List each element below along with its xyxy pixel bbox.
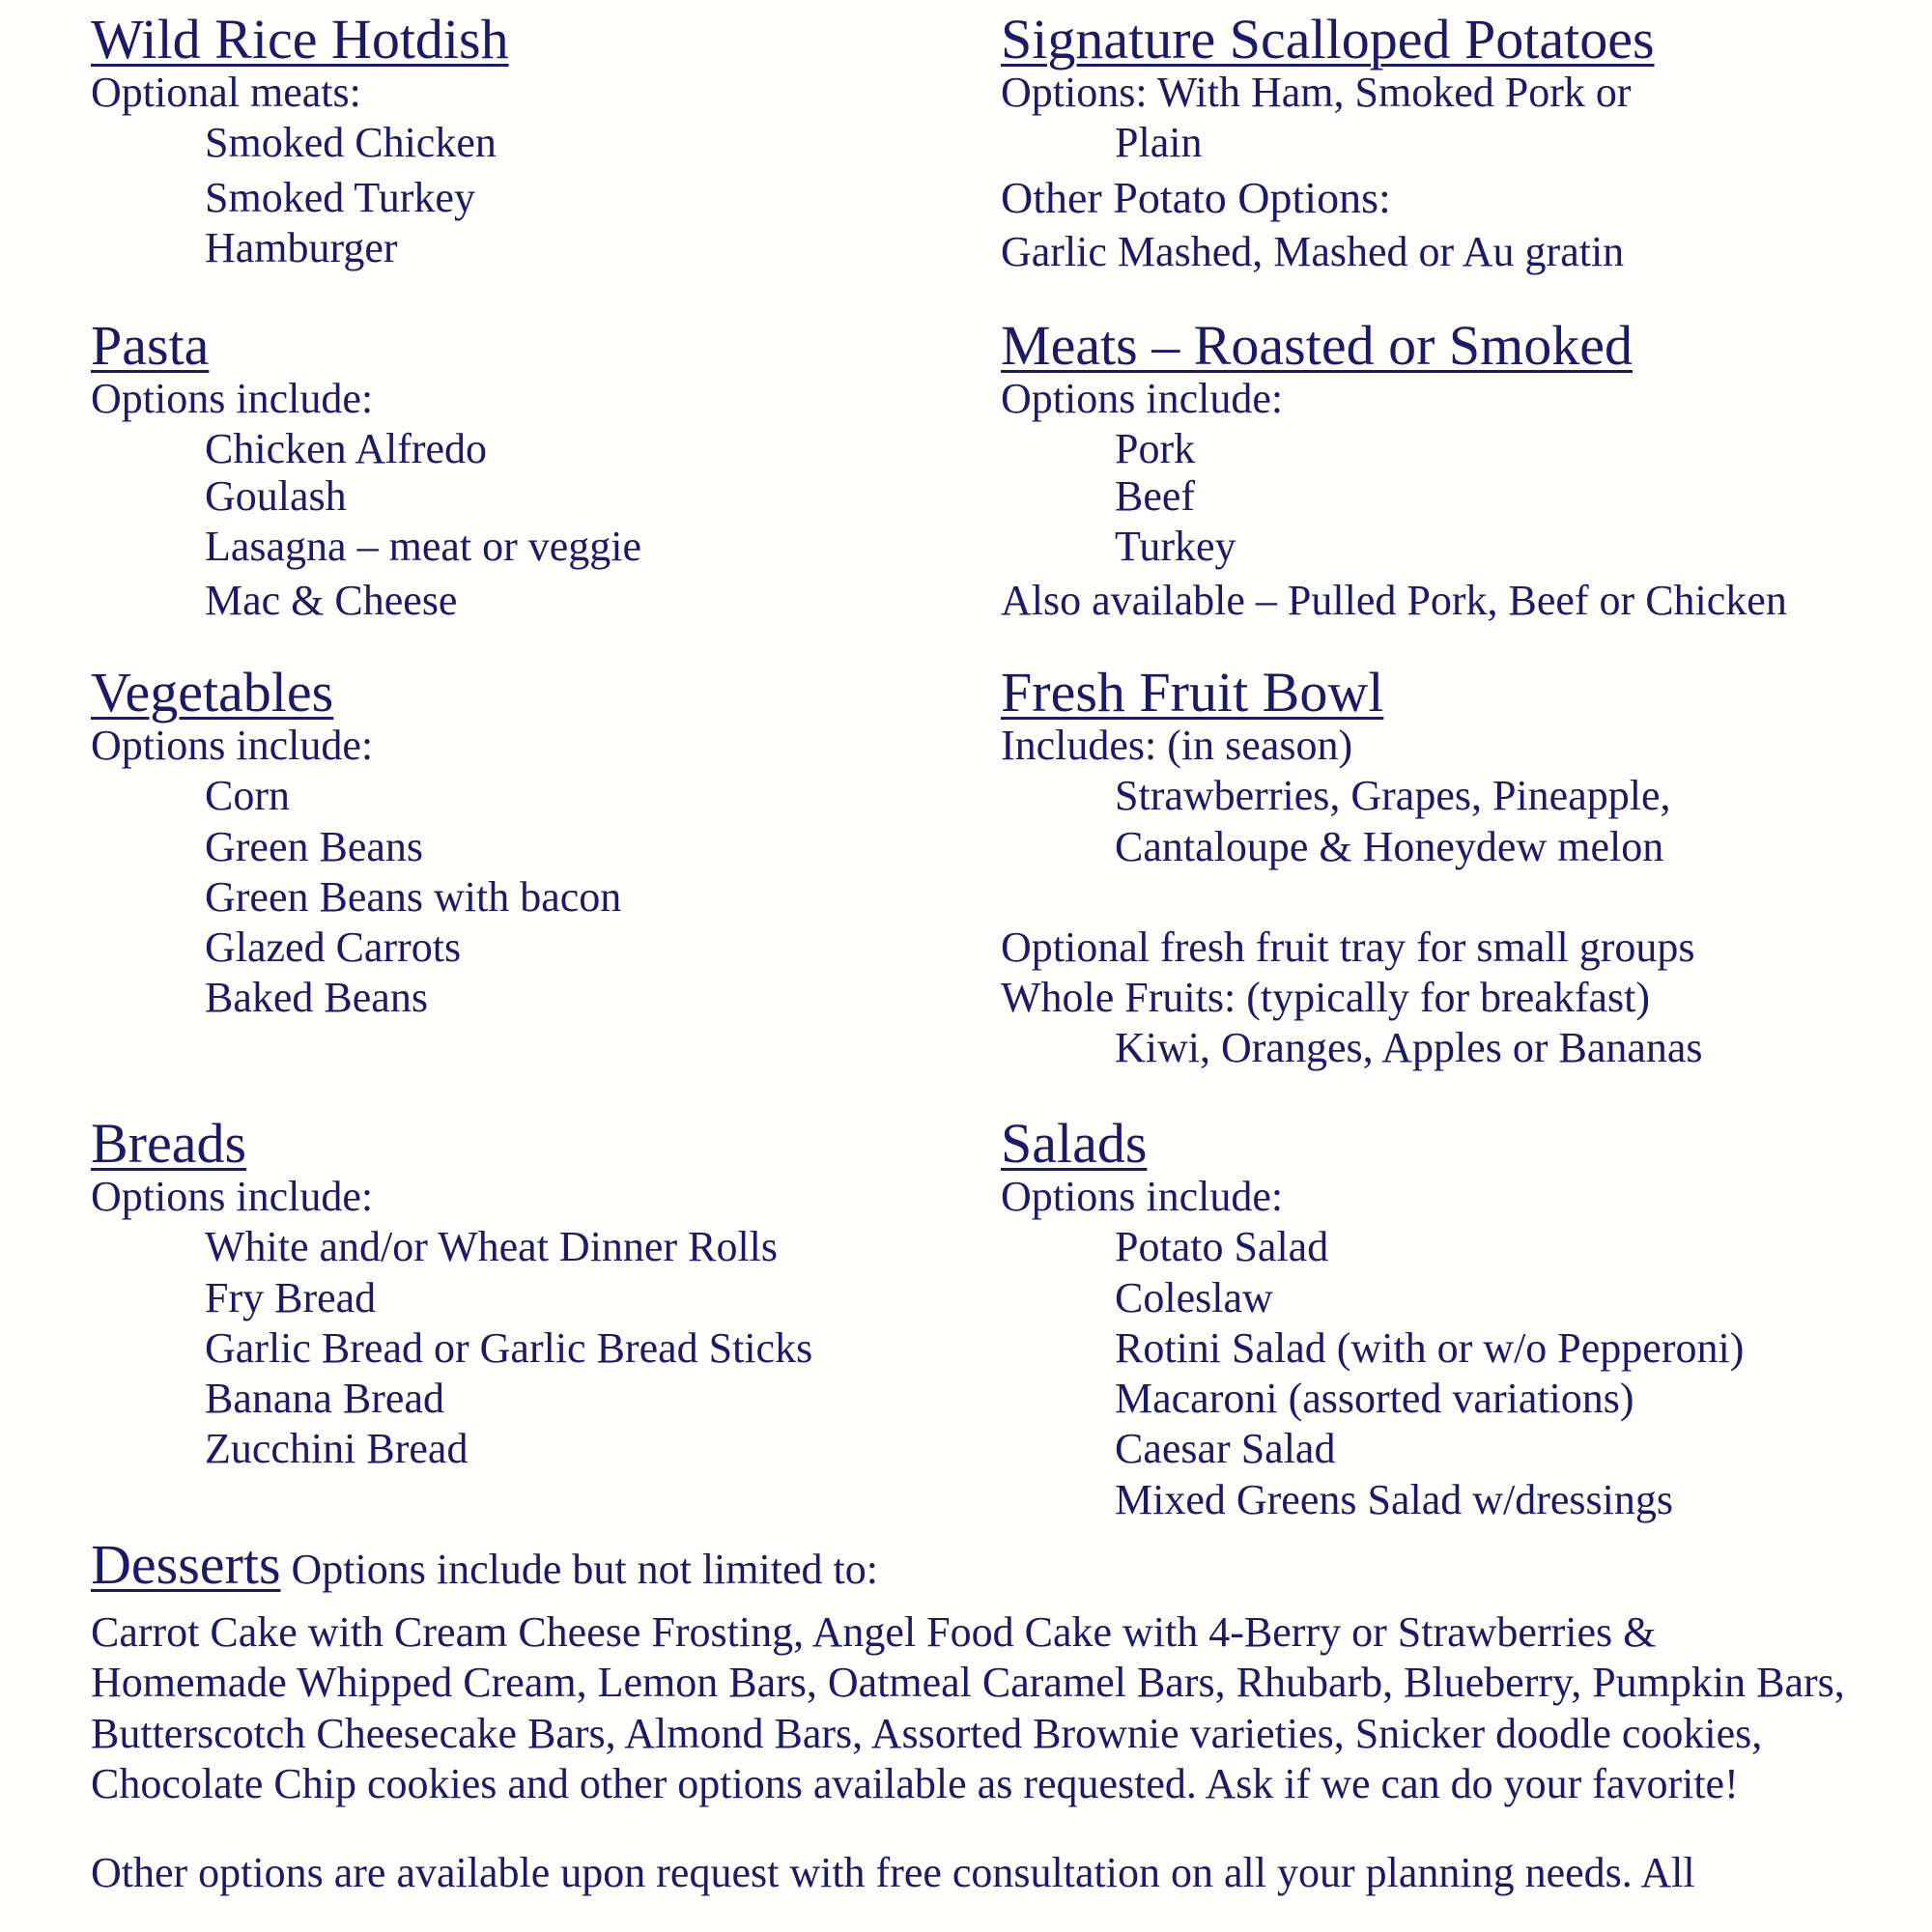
section-wild-rice-hotdish [91,8,509,273]
section-intro: Options include: [91,722,374,769]
desserts-description: Carrot Cake with Cream Cheese Frosting, Angel Food Cake with 4-Berry or Strawberries & Homemade Whipped Cream, Lemon Bars, Oatmeal Caramel Bars, Rhubarb, Blueberry, Pumpkin Bars, Butterscotch Cheesecake Bars, Almond Bars, Assorted Brownie varieties, Snicker doodle cookies, Chocolate Chip cookies and other options available as requested. Ask if we can do your favorite! [91,1608,1845,1807]
section-salads [1001,1112,1745,1525]
list-item: Lasagna – meat or veggie [205,522,642,570]
options-line: Options: With Ham, Smoked Pork or [1001,69,1632,116]
whole-fruits-label: Whole Fruits: (typically for breakfast) [1001,974,1651,1022]
list-item: Banana Bread [205,1375,444,1423]
section-title: Breads [91,1112,247,1175]
other-options-line: Garlic Mashed, Mashed or Au gratin [1001,227,1625,275]
section-pasta [91,314,642,626]
section-scalloped-potatoes [1001,8,1655,277]
section-title: Wild Rice Hotdish [91,8,509,71]
list-item: Chicken Alfredo [205,425,488,473]
list-item: Hamburger [205,223,398,271]
section-meats [1001,314,1787,626]
list-item: Corn [205,772,290,820]
also-available: Also available – Pulled Pork, Beef or Chicken [1001,576,1787,624]
list-item: Potato Salad [1115,1223,1329,1271]
section-intro: Options include: [1001,1173,1284,1220]
section-title: Signature Scalloped Potatoes [1001,8,1655,71]
list-item: Smoked Chicken [205,119,497,167]
section-intro: Options include: [1001,375,1284,422]
list-item: Beef [1115,471,1196,520]
list-item: Green Beans with bacon [205,872,622,921]
section-vegetables [91,661,622,1024]
list-item: Smoked Turkey [205,173,475,221]
whole-fruits-items: Kiwi, Oranges, Apples or Bananas [1115,1024,1703,1072]
list-item: Caesar Salad [1115,1425,1336,1473]
list-item: Rotini Salad (with or w/o Pepperoni) [1115,1323,1745,1372]
section-intro: Options include but not limited to: [280,1546,878,1593]
list-item: Garlic Bread or Garlic Bread Sticks [205,1323,813,1372]
list-item: Strawberries, Grapes, Pineapple, [1115,772,1671,820]
list-item: Fry Bread [205,1273,377,1321]
list-item: Baked Beans [205,974,428,1022]
section-intro: Options include: [91,1173,374,1220]
list-item: Pork [1115,425,1196,473]
list-item: White and/or Wheat Dinner Rolls [205,1223,779,1271]
list-item: Green Beans [205,822,424,870]
fruit-tray-note: Optional fresh fruit tray for small groups [1001,923,1695,971]
list-item: Cantaloupe & Honeydew melon [1115,822,1664,870]
section-title: Vegetables [91,661,334,724]
section-title: Pasta [91,314,210,377]
section-title: Fresh Fruit Bowl [1001,661,1384,724]
section-intro: Options include: [91,375,374,422]
section-intro: Optional meats: [91,69,361,116]
section-title: Salads [1001,1112,1148,1175]
section-title: Desserts [91,1533,281,1596]
section-fresh-fruit-bowl [1001,661,1703,1074]
list-item: Mixed Greens Salad w/dressings [1115,1475,1674,1523]
options-line-continued: Plain [1115,119,1203,167]
list-item: Goulash [205,471,347,520]
list-item: Zucchini Bread [205,1425,469,1473]
section-breads [91,1112,813,1475]
list-item: Macaroni (assorted variations) [1115,1375,1634,1423]
other-options-label: Other Potato Options: [1001,172,1391,222]
list-item: Turkey [1115,522,1236,570]
list-item: Mac & Cheese [205,576,458,624]
section-title: Meats – Roasted or Smoked [1001,314,1634,377]
list-item: Glazed Carrots [205,923,462,972]
section-intro: Includes: (in season) [1001,722,1353,769]
list-item: Coleslaw [1115,1273,1273,1321]
section-desserts [91,1533,1859,1898]
footer-note: Other options are available upon request with free consultation on all your planning needs. All [91,1849,1695,1897]
